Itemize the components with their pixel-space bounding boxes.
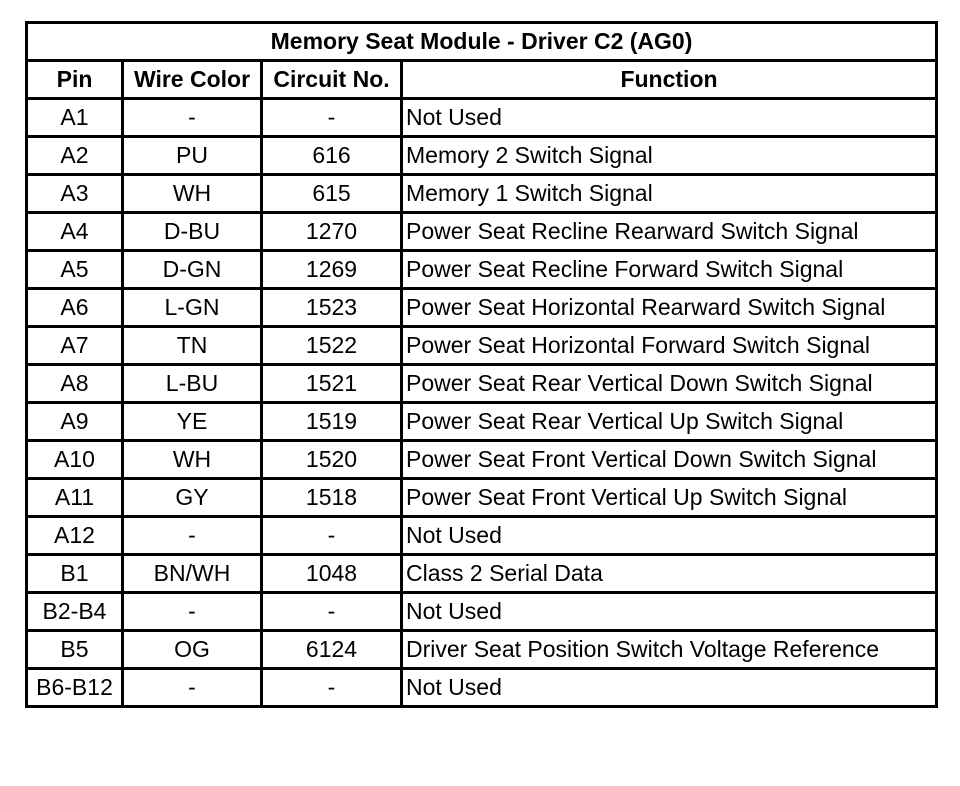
circuit-cell: 615 bbox=[262, 175, 402, 213]
function-cell: Not Used bbox=[402, 99, 937, 137]
wire-color-cell: OG bbox=[123, 631, 262, 669]
circuit-cell: 6124 bbox=[262, 631, 402, 669]
pin-cell: A9 bbox=[27, 403, 123, 441]
pin-cell: A7 bbox=[27, 327, 123, 365]
wire-color-cell: D-GN bbox=[123, 251, 262, 289]
circuit-cell: 1270 bbox=[262, 213, 402, 251]
wire-color-cell: TN bbox=[123, 327, 262, 365]
wire-color-cell: D-BU bbox=[123, 213, 262, 251]
table-row bbox=[27, 213, 937, 251]
circuit-cell: 1522 bbox=[262, 327, 402, 365]
wire-color-cell: - bbox=[123, 669, 262, 707]
pin-cell: A4 bbox=[27, 213, 123, 251]
circuit-cell: 1518 bbox=[262, 479, 402, 517]
wire-color-cell: GY bbox=[123, 479, 262, 517]
function-cell: Power Seat Horizontal Forward Switch Signal bbox=[402, 327, 937, 365]
table-row bbox=[27, 479, 937, 517]
function-cell: Power Seat Horizontal Rearward Switch Signal bbox=[402, 289, 937, 327]
pin-cell: B5 bbox=[27, 631, 123, 669]
function-cell: Not Used bbox=[402, 593, 937, 631]
table-row bbox=[27, 327, 937, 365]
table-row bbox=[27, 175, 937, 213]
table-row bbox=[27, 669, 937, 707]
pin-cell: A5 bbox=[27, 251, 123, 289]
wire-color-cell: WH bbox=[123, 175, 262, 213]
header-function: Function bbox=[402, 61, 937, 99]
table-row bbox=[27, 593, 937, 631]
pin-cell: A10 bbox=[27, 441, 123, 479]
wire-color-cell: L-BU bbox=[123, 365, 262, 403]
pin-cell: A8 bbox=[27, 365, 123, 403]
function-cell: Not Used bbox=[402, 517, 937, 555]
table-row bbox=[27, 137, 937, 175]
wire-color-cell: - bbox=[123, 99, 262, 137]
circuit-cell: 1520 bbox=[262, 441, 402, 479]
header-wire-color: Wire Color bbox=[123, 61, 262, 99]
function-cell: Power Seat Front Vertical Down Switch Signal bbox=[402, 441, 937, 479]
pin-cell: A11 bbox=[27, 479, 123, 517]
table-body bbox=[27, 99, 937, 707]
pin-cell: B2-B4 bbox=[27, 593, 123, 631]
pin-cell: A3 bbox=[27, 175, 123, 213]
table-row bbox=[27, 251, 937, 289]
wire-color-cell: PU bbox=[123, 137, 262, 175]
wire-color-cell: WH bbox=[123, 441, 262, 479]
circuit-cell: 616 bbox=[262, 137, 402, 175]
table-row bbox=[27, 403, 937, 441]
table-row bbox=[27, 441, 937, 479]
table-row bbox=[27, 99, 937, 137]
function-cell: Power Seat Front Vertical Up Switch Signal bbox=[402, 479, 937, 517]
function-cell: Class 2 Serial Data bbox=[402, 555, 937, 593]
table-row bbox=[27, 365, 937, 403]
table-row bbox=[27, 555, 937, 593]
circuit-cell: 1048 bbox=[262, 555, 402, 593]
table-title: Memory Seat Module - Driver C2 (AG0) bbox=[27, 23, 937, 61]
circuit-cell: - bbox=[262, 593, 402, 631]
wire-color-cell: L-GN bbox=[123, 289, 262, 327]
pin-cell: B1 bbox=[27, 555, 123, 593]
wire-color-cell: BN/WH bbox=[123, 555, 262, 593]
header-circuit-no: Circuit No. bbox=[262, 61, 402, 99]
pin-cell: A12 bbox=[27, 517, 123, 555]
wire-color-cell: - bbox=[123, 593, 262, 631]
function-cell: Memory 1 Switch Signal bbox=[402, 175, 937, 213]
table-row bbox=[27, 289, 937, 327]
function-cell: Power Seat Recline Rearward Switch Signal bbox=[402, 213, 937, 251]
circuit-cell: 1519 bbox=[262, 403, 402, 441]
wire-color-cell: YE bbox=[123, 403, 262, 441]
table-row bbox=[27, 517, 937, 555]
function-cell: Memory 2 Switch Signal bbox=[402, 137, 937, 175]
function-cell: Power Seat Rear Vertical Down Switch Signal bbox=[402, 365, 937, 403]
pin-cell: A2 bbox=[27, 137, 123, 175]
function-cell: Driver Seat Position Switch Voltage Reference bbox=[402, 631, 937, 669]
table-row bbox=[27, 631, 937, 669]
function-cell: Not Used bbox=[402, 669, 937, 707]
circuit-cell: 1269 bbox=[262, 251, 402, 289]
wire-color-cell: - bbox=[123, 517, 262, 555]
circuit-cell: 1521 bbox=[262, 365, 402, 403]
function-cell: Power Seat Rear Vertical Up Switch Signal bbox=[402, 403, 937, 441]
table-header-row bbox=[27, 61, 937, 99]
pin-cell: A1 bbox=[27, 99, 123, 137]
connector-pinout-table bbox=[25, 21, 938, 708]
pin-cell: A6 bbox=[27, 289, 123, 327]
function-cell: Power Seat Recline Forward Switch Signal bbox=[402, 251, 937, 289]
pin-cell: B6-B12 bbox=[27, 669, 123, 707]
circuit-cell: - bbox=[262, 99, 402, 137]
circuit-cell: 1523 bbox=[262, 289, 402, 327]
table-title-row bbox=[27, 23, 937, 61]
circuit-cell: - bbox=[262, 669, 402, 707]
circuit-cell: - bbox=[262, 517, 402, 555]
header-pin: Pin bbox=[27, 61, 123, 99]
